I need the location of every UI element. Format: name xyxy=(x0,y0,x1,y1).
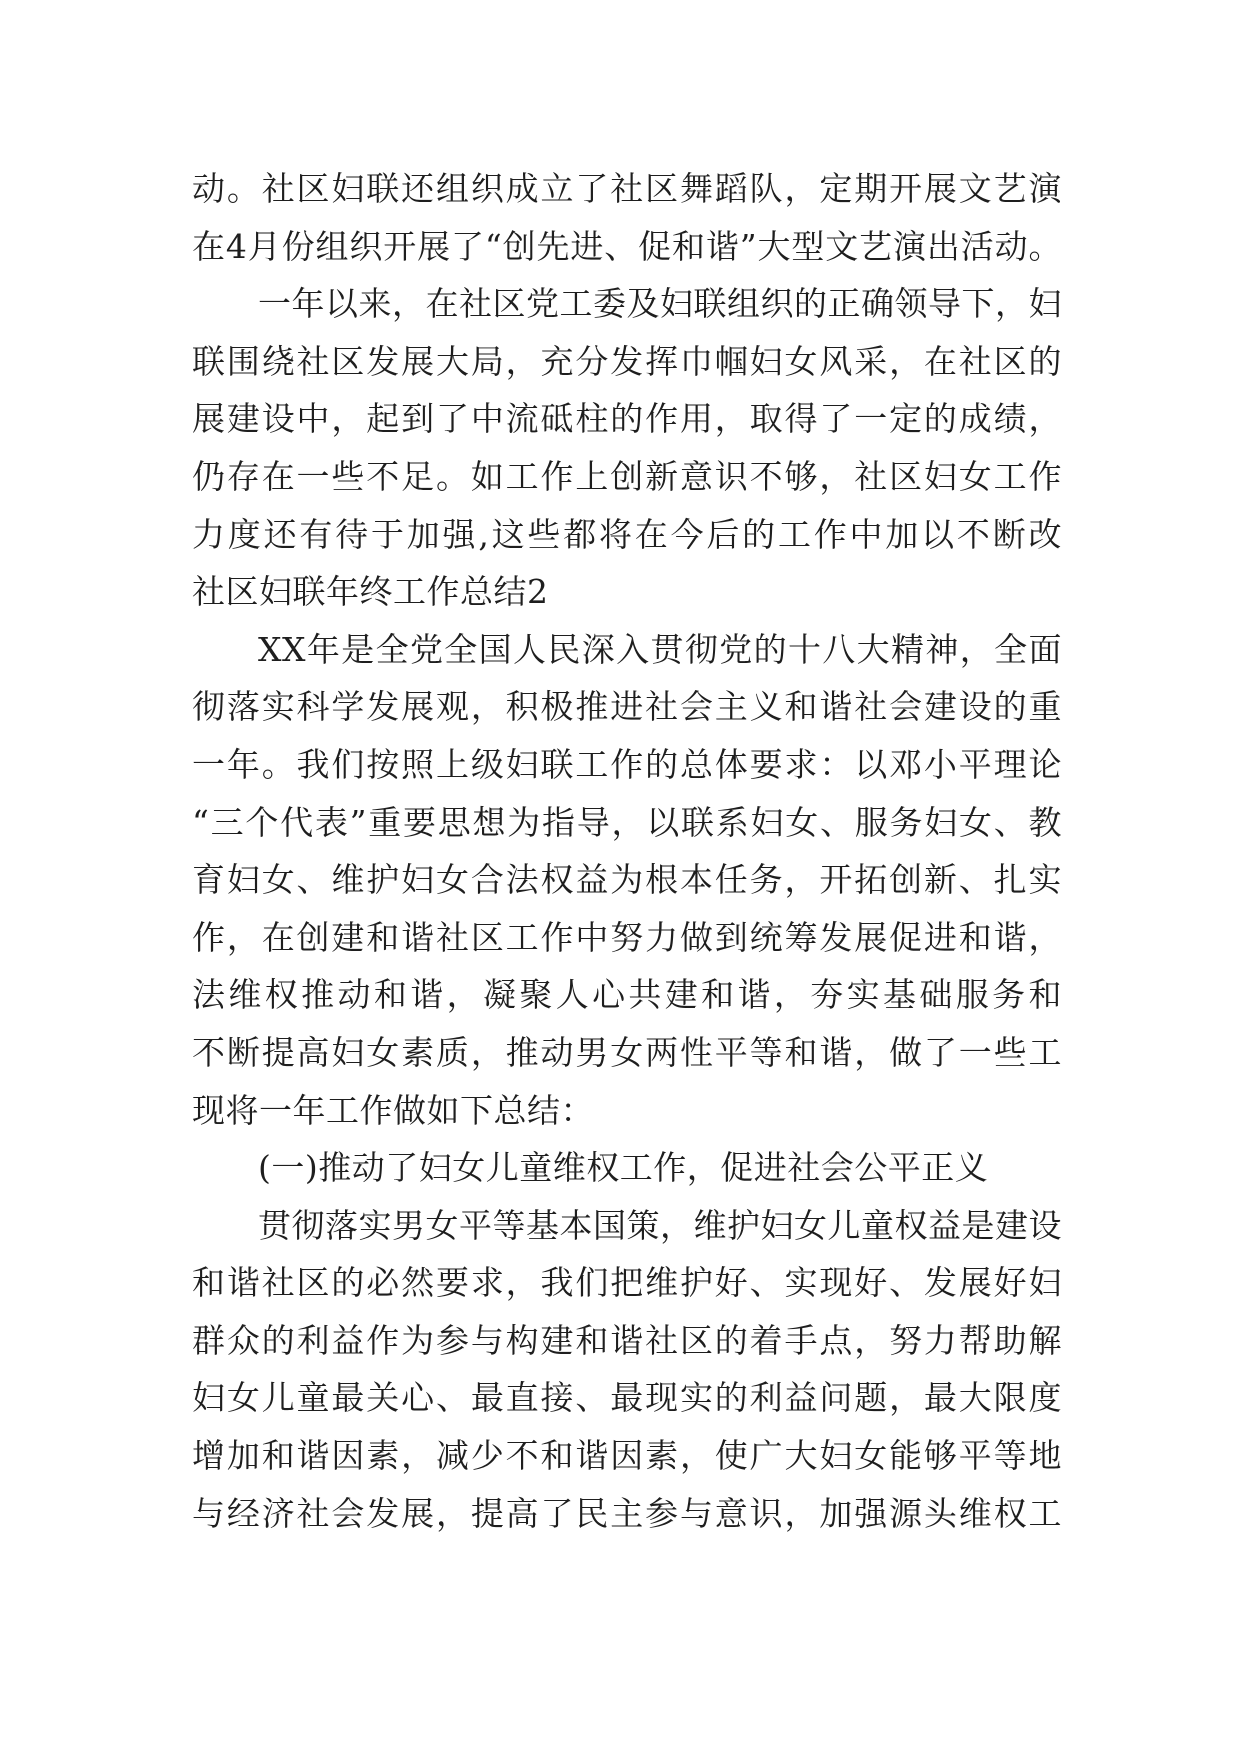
text-line: 一年。我们按照上级妇联工作的总体要求：以邓小平理论 xyxy=(192,744,1062,784)
text-line: 妇女儿童最关心、最直接、最现实的利益问题，最大限度 xyxy=(192,1378,1062,1418)
text-line: 联围绕社区发展大局，充分发挥巾帼妇女风采，在社区的 xyxy=(192,341,1062,381)
text-line: “三个代表”重要思想为指导，以联系妇女、服务妇女、教 xyxy=(192,802,1062,842)
text-line: 现将一年工作做如下总结： xyxy=(192,1090,594,1130)
text-line: 展建设中，起到了中流砥柱的作用，取得了一定的成绩， xyxy=(192,399,1062,439)
document-body xyxy=(192,160,1062,1542)
text-line: 群众的利益作为参与构建和谐社区的着手点，努力帮助解 xyxy=(192,1320,1062,1360)
text-line: 作，在创建和谐社区工作中努力做到统筹发展促进和谐， xyxy=(192,917,1062,957)
text-line: 不断提高妇女素质，推动男女两性平等和谐，做了一些工 xyxy=(192,1032,1062,1072)
text-line: 贯彻落实男女平等基本国策，维护妇女儿童权益是建设 xyxy=(258,1205,1062,1245)
text-line: 增加和谐因素，减少不和谐因素，使广大妇女能够平等地 xyxy=(192,1436,1062,1476)
text-line: 一年以来，在社区党工委及妇联组织的正确领导下，妇 xyxy=(258,284,1062,324)
text-line: 仍存在一些不足。如工作上创新意识不够，社区妇女工作 xyxy=(192,456,1062,496)
text-line: 彻落实科学发展观，积极推进社会主义和谐社会建设的重 xyxy=(192,687,1062,727)
text-line: 在4月份组织开展了“创先进、促和谐”大型文艺演出活动。 xyxy=(192,226,1062,266)
text-line: (一)推动了妇女儿童维权工作，促进社会公平正义 xyxy=(258,1148,989,1188)
text-line: 育妇女、维护妇女合法权益为根本任务，开拓创新、扎实 xyxy=(192,860,1062,900)
text-line: 与经济社会发展，提高了民主参与意识，加强源头维权工 xyxy=(192,1493,1062,1533)
text-line: 法维权推动和谐，凝聚人心共建和谐，夯实基础服务和 xyxy=(192,975,1062,1015)
text-line: 动。社区妇联还组织成立了社区舞蹈队，定期开展文艺演 xyxy=(192,169,1062,208)
text-line: XX年是全党全国人民深入贯彻党的十八大精神，全面 xyxy=(258,629,1062,669)
text-line: 和谐社区的必然要求，我们把维护好、实现好、发展好妇 xyxy=(192,1263,1062,1303)
text-line: 社区妇联年终工作总结2 xyxy=(192,572,549,612)
text-line: 力度还有待于加强,这些都将在今后的工作中加以不断改 xyxy=(192,514,1062,554)
